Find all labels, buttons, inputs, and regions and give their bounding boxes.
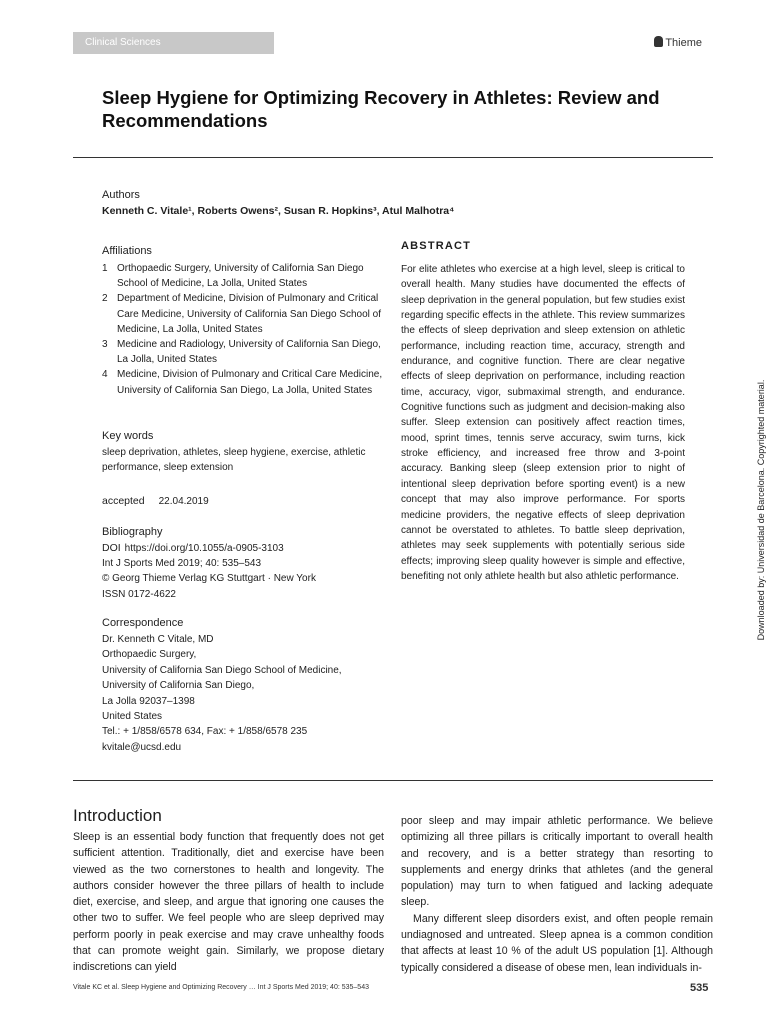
affiliation-item [102,291,392,337]
accepted-date: 22.04.2019 [158,496,209,507]
bibliography-block [102,541,392,602]
publisher-name: Thieme [665,37,702,49]
bibliography-label: Bibliography [102,526,163,538]
correspondence-country: United States [102,711,163,723]
affiliation-text: Medicine, Division of Pulmonary and Critical Care Medicine, University of California San Diego, La Jolla, United States [117,369,383,396]
abstract-heading: ABSTRACT [401,240,472,252]
affiliation-number: 4 [102,369,108,381]
correspondence-block [102,632,392,755]
publisher-logo [654,36,702,49]
correspondence-dept: Orthopaedic Surgery, [102,649,197,661]
affiliations-label: Affiliations [102,245,152,257]
correspondence-name: Dr. Kenneth C Vitale, MD [102,634,214,645]
keywords-label: Key words [102,430,154,442]
accepted-label: accepted [102,495,145,507]
affiliation-number: 1 [102,263,108,274]
affiliation-text: Orthopaedic Surgery, University of California San Diego School of Medicine, La Jolla, United States [117,263,364,290]
correspondence-label: Correspondence [102,617,184,629]
journal-citation: Int J Sports Med 2019; 40: 535–543 [102,558,261,570]
author-list: Kenneth C. Vitale¹, Roberts Owens², Susan R. Hopkins³, Atul Malhotra⁴ [102,205,455,217]
introduction-column-2 [401,813,713,976]
correspondence-university: University of California San Diego, [102,680,255,692]
affiliation-text: Department of Medicine, Division of Pulmonary and Critical Care Medicine, University of California San Diego School of Medicine, La Jolla, United States [117,293,382,335]
thieme-logo-icon [654,36,663,47]
correspondence-email[interactable]: kvitale@ucsd.edu [102,741,182,753]
section-divider [73,780,713,781]
issn-line: ISSN 0172-4622 [102,588,176,600]
abstract-text: For elite athletes who exercise at a high level, sleep is critical to overall health. Many studies have documented the effects of sleep deprivation in the general population, but few studies exist regarding specific effects in the athlete. This review summarizes the effects of sleep deprivation and sleep extension on athletic performance, including reaction time, accuracy, strength and endurance, and cognitive function. There are clear negative effects of sleep deprivation on performance, including reaction time, accuracy, vigor, submaximal strength, and endurance. Cognitive functions such as judgment and decision-making also suffer. Sleep extension can positively affect reaction times, mood, sprint times, tennis serve accuracy, swim turns, kick stroke efficiency, and increased free throw and 3-point accuracy. Banking sleep (sleep extension prior to night of intentional sleep deprivation before sporting event) is a new concept that may also improve performance. For sports medicine providers, the negative effects of sleep deprivation cannot be overstated to athletes. To battle sleep deprivation, athletes may seek supplements with potentially serious side effects; improving sleep quality however is simple and effective, benefiting not only athlete health but also athletic performance. [401,264,685,582]
correspondence-city: La Jolla 92037–1398 [102,695,195,707]
accepted-line [102,495,209,507]
authors-label: Authors [102,189,140,201]
introduction-heading: Introduction [73,806,162,825]
affiliation-item [102,367,392,397]
affiliation-number: 2 [102,293,108,305]
introduction-paragraph: poor sleep and may impair athletic performance. We believe optimizing all three pillars is critically important to overall health and recovery, and is a better strategy than resorting to supplements and energy drinks that athletes (and the general population) may turn to when fatigued and lacking adequate sleep. [401,815,713,909]
footer-citation: Vitale KC et al. Sleep Hygiene and Optimizing Recovery … Int J Sports Med 2019; 40: 535–543 [73,984,369,991]
title-divider [73,157,713,158]
copyright-line: © Georg Thieme Verlag KG Stuttgart · New York [102,573,316,585]
introduction-column-1: Sleep is an essential body function that frequently does not get sufficient attention. Traditionally, diet and exercise have been viewed as the two cornerstones to health and longevity. The authors consider however the three pillars of health to include diet, exercise, and sleep, and argue that ignoring one causes the other two to suffer. We feel people who are sleep deprived may perform poorly in peak exercise and may crave unhealthy foods that can promote weight gain. Similarly, we propose dietary indiscretions can yield [73,831,384,974]
affiliation-text: Medicine and Radiology, University of California San Diego, La Jolla, United States [117,339,381,366]
affiliation-number: 3 [102,339,108,351]
doi-label: DOI [102,542,121,554]
affiliation-item [102,337,392,367]
page-number: 535 [690,982,709,994]
introduction-paragraph: Many different sleep disorders exist, and often people remain undiagnosed and untreated. Sleep apnea is a common condition that affects at least 10 % of the adult US population [1]. Although typically considered a disease of obese men, lean individuals in- [401,912,713,974]
correspondence-phone: Tel.: + 1/858/6578 634, Fax: + 1/858/6578 235 [102,726,308,738]
doi-link[interactable]: https://doi.org/10.1055/a-0905-3103 [124,543,284,554]
keywords-text: sleep deprivation, athletes, sleep hygiene, exercise, athletic performance, sleep extension [102,447,366,474]
download-watermark: Downloaded by: Universidad de Barcelona. Copyrighted material. [756,379,766,641]
correspondence-school: University of California San Diego School of Medicine, [102,664,342,676]
article-title: Sleep Hygiene for Optimizing Recovery in Athletes: Review and Recommendations [102,87,660,131]
section-tag: Clinical Sciences [73,32,274,54]
affiliation-list [102,261,392,398]
affiliation-item [102,261,392,291]
